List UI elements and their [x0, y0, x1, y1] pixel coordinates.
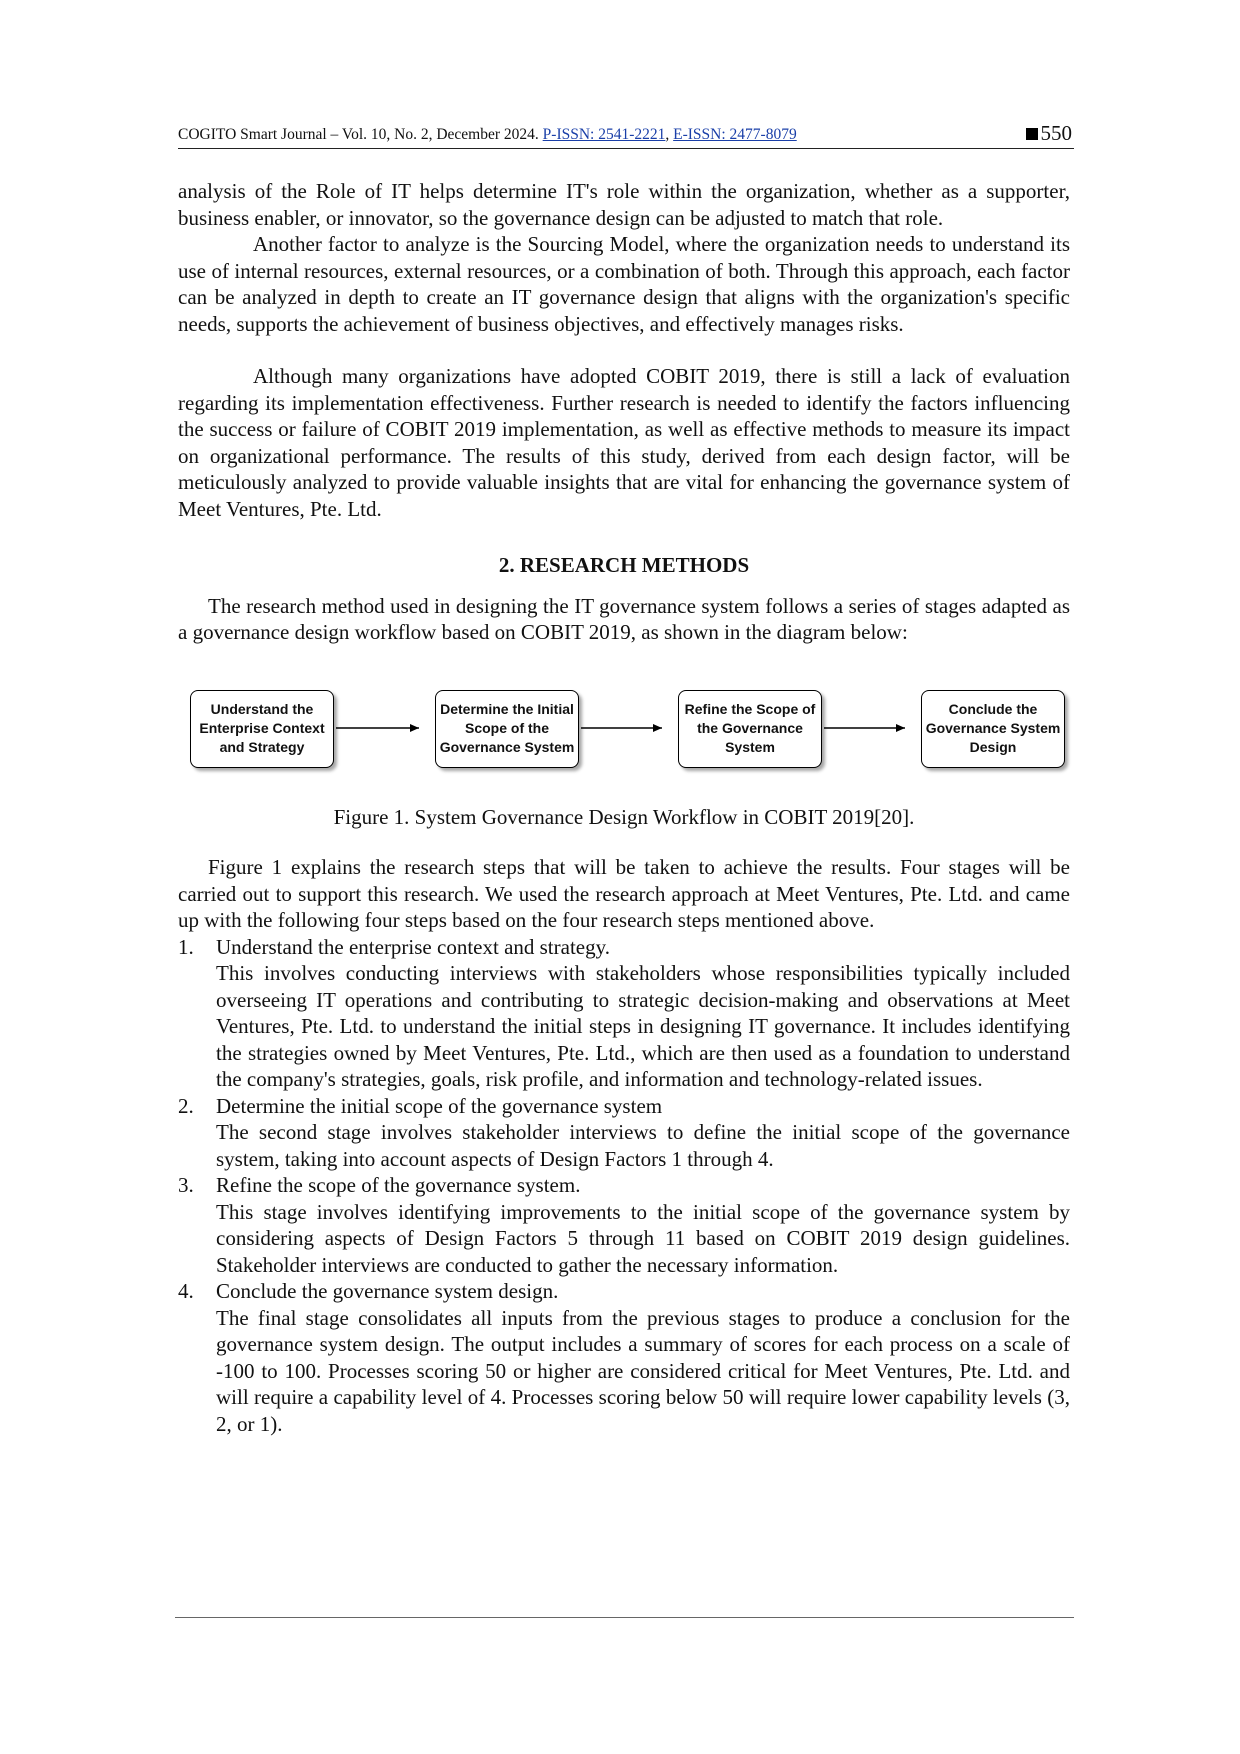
- eissn-link[interactable]: E-ISSN: 2477-8079: [673, 126, 797, 143]
- workflow-diagram: [178, 690, 1070, 790]
- step-title: Refine the scope of the governance system.: [216, 1173, 581, 1197]
- research-step: [178, 934, 1070, 1093]
- journal-text: COGITO Smart Journal – Vol. 10, No. 2, December 2024.: [178, 126, 543, 143]
- research-steps-list: [178, 934, 1070, 1438]
- figure-caption: Figure 1. System Governance Design Workflow in COBIT 2019[20].: [333, 804, 915, 829]
- page-number: [1026, 121, 1073, 146]
- step-description: This involves conducting interviews with stakeholders whose responsibilities typically included overseeing IT operations and contributing to strategic decision-making and observations at Meet Ventures, Pte. Ltd. to understand the initial steps in designing IT governance. It includes identifying the strategies owned by Meet Ventures, Pte. Ltd., which are then used as a foundation to understand the company's strategies, goals, risk profile, and information and technology-related issues.: [216, 961, 1070, 1091]
- pissn-link[interactable]: P-ISSN: 2541-2221: [542, 126, 666, 143]
- issn-separator: ,: [665, 126, 674, 143]
- paragraph-figure-explanation: Figure 1 explains the research steps that will be taken to achieve the results. Four stages will be carried out to support this research. We used the research approach at Meet Ventures, Pte. Ltd. and came up with the following four steps based on the four research steps mentioned above.: [178, 855, 1070, 932]
- workflow-step-understand-context: Understand the Enterprise Context and Strategy: [190, 690, 334, 768]
- paragraph-research-method-intro: The research method used in designing the IT governance system follows a series of stages adapted as a governance design workflow based on COBIT 2019, as shown in the diagram below:: [178, 593, 1070, 644]
- research-step: [178, 1278, 1070, 1437]
- paragraph-sourcing-model: Another factor to analyze is the Sourcing Model, where the organization needs to understand its use of internal resources, external resources, or a combination of both. Through this approach, each factor can be analyzed in depth to create an IT governance design that aligns with the organization's specific needs, supports the achievement of business objectives, and effectively manages risks.: [178, 232, 1070, 336]
- body-text: [178, 178, 1070, 1437]
- square-bullet-icon: [1026, 128, 1038, 140]
- step-number: 4.: [178, 1279, 194, 1303]
- workflow-step-conclude-design: Conclude the Governance System Design: [921, 690, 1065, 768]
- step-title: Determine the initial scope of the governance system: [216, 1093, 663, 1118]
- workflow-step-refine-scope: Refine the Scope of the Governance System: [678, 690, 822, 768]
- research-step: [178, 1093, 1070, 1173]
- step-number: 3.: [178, 1173, 194, 1197]
- research-step: [178, 1172, 1070, 1278]
- journal-citation: [178, 126, 797, 144]
- footer-rule: [175, 1617, 1074, 1618]
- paragraph-cobit-evaluation: Although many organizations have adopted COBIT 2019, there is still a lack of evaluation regarding its implementation effectiveness. Further research is needed to identify the factors influencing the success or failure of COBIT 2019 implementation, as well as effective methods to measure its impact on organizational performance. The results of this study, derived from each design factor, will be meticulously analyzed to provide valuable insights that are vital for enhancing the governance system of Meet Ventures, Pte. Ltd.: [178, 364, 1070, 521]
- step-description: The second stage involves stakeholder interviews to define the initial scope of the governance system, taking into account aspects of Design Factors 1 through 4.: [216, 1120, 1070, 1171]
- workflow-step-determine-scope: Determine the Initial Scope of the Governance System: [435, 690, 579, 768]
- section-heading: 2. RESEARCH METHODS: [498, 553, 750, 577]
- step-number: 2.: [178, 1093, 194, 1118]
- step-number: 1.: [178, 934, 194, 959]
- step-title: Understand the enterprise context and strategy.: [216, 934, 610, 959]
- paragraph-role-of-it: analysis of the Role of IT helps determine IT's role within the organization, whether as a supporter, business enabler, or innovator, so the governance design can be adjusted to match that role.: [178, 179, 1070, 230]
- step-description: The final stage consolidates all inputs from the previous stages to produce a conclusion for the governance system design. The output includes a summary of scores for each process on a scale of -100 to 100. Processes scoring 50 or higher are considered critical for Meet Ventures, Pte. Ltd. and will require a capability level of 4. Processes scoring below 50 will require lower capability levels (3, 2, or 1).: [216, 1305, 1070, 1436]
- running-header: [178, 118, 1074, 149]
- step-description: This stage involves identifying improvements to the initial scope of the governance system by considering aspects of Design Factors 5 through 11 based on COBIT 2019 design guidelines. Stakeholder interviews are conducted to gather the necessary information.: [216, 1199, 1070, 1277]
- step-title: Conclude the governance system design.: [216, 1279, 559, 1303]
- page-number-text: 550: [1040, 121, 1072, 145]
